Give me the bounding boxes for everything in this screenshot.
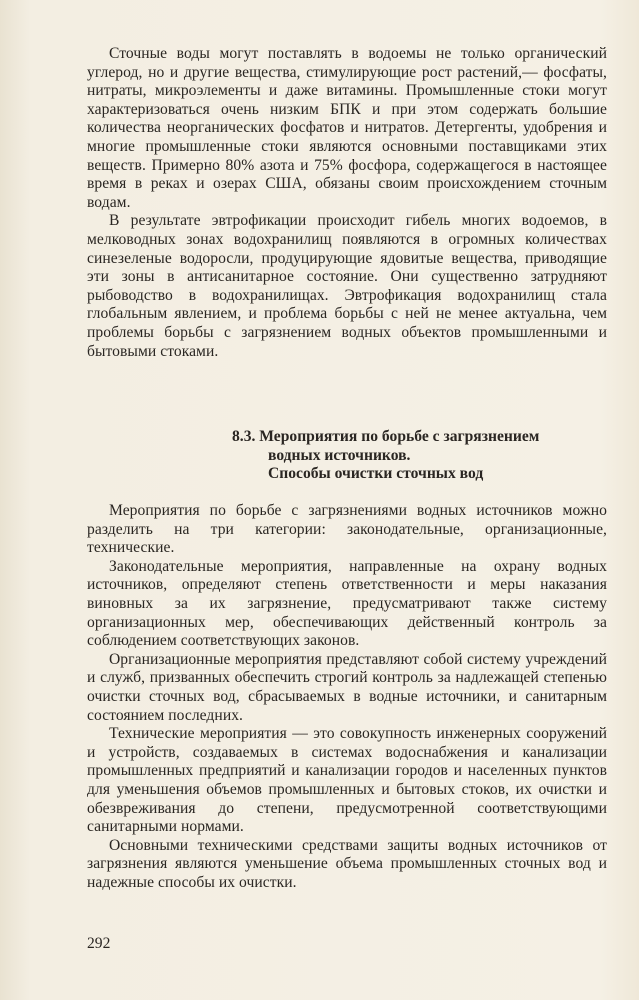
- paragraph: Основными техническими средствами защиты водных источников от загрязнения являются уменьшение объема промышленных сточных вод и надежные способы их очистки.: [87, 836, 607, 891]
- bottom-text-block: [87, 502, 607, 892]
- paragraph: Организационные мероприятия представляют собой систему учреждений и служб, призванных обеспечить строгий контроль за надлежащей степенью очистки сточных вод, сбрасываемых в водные источники, и санитарным состоянием последних.: [87, 650, 607, 724]
- top-text-block: [87, 45, 607, 361]
- paragraph: В результате эвтрофикации происходит гибель многих водоемов, в мелководных зонах водохранилищ появляются в огромных количествах синезеленые водоросли, продуцирующие ядовитые вещества, приводящие эти зоны в антисанитарное состояние. Они существенно затрудняют рыбоводство в водохранилищах. Эвтрофикация водохранилищ стала глобальным явлением, и проблема борьбы с ней не менее актуальна, чем проблемы борьбы с загрязнением водных объектов промышленными и бытовыми стоками.: [87, 212, 607, 360]
- paragraph: Сточные воды могут поставлять в водоемы не только органический углерод, но и другие вещества, стимулирующие рост растений,— фосфаты, нитраты, микроэлементы и даже витамины. Промышленные стоки могут характеризоваться очень низким БПК и при этом содержать большие количества неорганических фосфатов и нитратов. Детергенты, удобрения и многие промышленные стоки являются основными поставщиками этих веществ. Примерно 80% азота и 75% фосфора, содержащегося в настоящее время в реках и озерах США, обязаны своим происхождением сточным водам.: [87, 45, 607, 211]
- paragraph: Технические мероприятия — это совокупность инженерных сооружений и устройств, создаваемых в системах водоснабжения и канализации промышленных предприятий и канализации городов и населенных пунктов для уменьшения объемов промышленных и бытовых стоков, их очистки и обезвреживания до степени, предусмотренной соответствующими санитарными нормами.: [87, 725, 607, 836]
- section-heading: [232, 428, 622, 484]
- heading-line: Способы очистки сточных вод: [268, 465, 484, 483]
- heading-line: 8.3. Мероприятия по борьбе с загрязнением: [232, 428, 540, 445]
- heading-line: водных источников.: [268, 446, 411, 464]
- paragraph: Мероприятия по борьбе с загрязнениями водных источников можно разделить на три категории: законодательные, организационные, технические.: [87, 502, 607, 557]
- paragraph: Законодательные мероприятия, направленные на охрану водных источников, определяют степень ответственности и меры наказания виновных за их загрязнение, предусматривают также систему организационных мер, обеспечивающих действенный контроль за соблюдением соответствующих законов.: [87, 557, 607, 650]
- page-number: 292: [87, 935, 111, 952]
